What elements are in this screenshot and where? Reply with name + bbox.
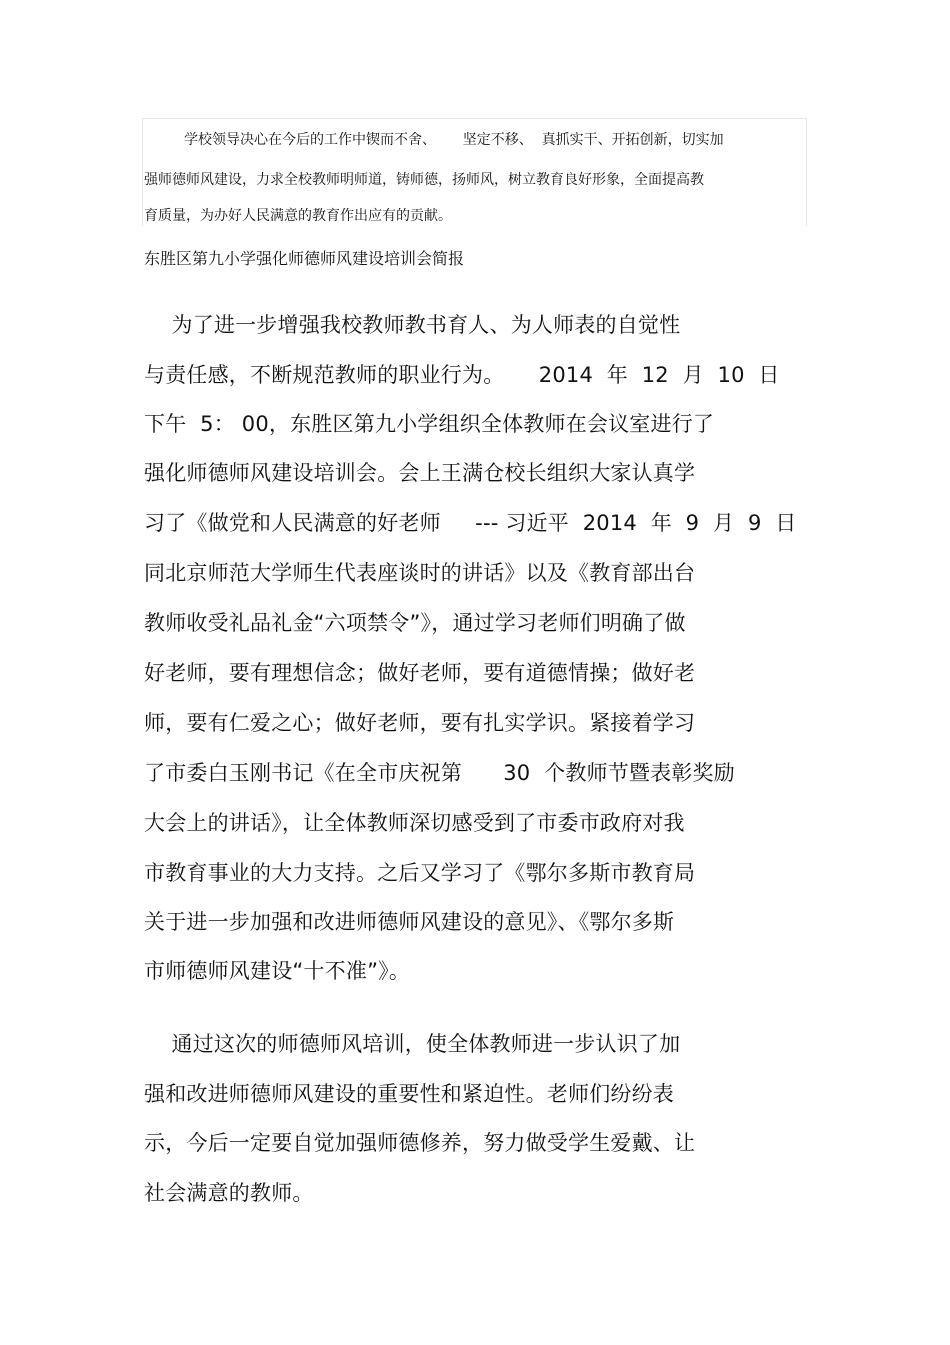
paragraph-1-line-12: 市教育事业的大力支持。之后又学习了《鄂尔多斯市教育局	[144, 861, 696, 885]
paragraph-2-line-2: 强和改进师德师风建设的重要性和紧迫性。老师们纷纷表	[144, 1082, 674, 1106]
paragraph-1-line-10: 了市委白玉刚书记《在全市庆祝第 30 个教师节暨表彰奖励	[144, 761, 735, 785]
intro-line-1: 学校领导决心在今后的工作中锲而不舍、 坚定不移、 真抓实干、开拓创新，切实加	[144, 132, 724, 148]
paragraph-1-line-13: 关于进一步加强和改进师德师风建设的意见》、《鄂尔多斯	[144, 910, 675, 934]
paragraph-1-line-11: 大会上的讲话》，让全体教师深切感受到了市委市政府对我	[144, 811, 685, 835]
paragraph-1-line-5: 习了《做党和人民满意的好老师 --- 习近平 2014 年 9 月 9 日	[144, 511, 797, 535]
paragraph-2-line-1: 通过这次的师德师风培训，使全体教师进一步认识了加	[144, 1032, 681, 1056]
paragraph-1-line-6: 同北京师范大学师生代表座谈时的讲话》以及《教育部出台	[144, 561, 696, 585]
paragraph-2-line-3: 示，今后一定要自觉加强师德修养，努力做受学生爱戴、让	[144, 1131, 696, 1155]
intro-line-2: 强师德师风建设，力求全校教师明师道，铸师德，扬师风，树立教育良好形象，全面提高教	[144, 172, 704, 188]
document-title: 东胜区第九小学强化师德师风建设培训会简报	[144, 249, 465, 268]
paragraph-2-line-4: 社会满意的教师。	[144, 1181, 314, 1205]
paragraph-1-line-4: 强化师德师风建设培训会。会上王满仓校长组织大家认真学	[144, 461, 696, 485]
paragraph-1-line-14: 市师德师风建设“十不准”》。	[144, 959, 411, 983]
paragraph-1-line-3: 下午 5： 00，东胜区第九小学组织全体教师在会议室进行了	[144, 412, 715, 436]
intro-line-3: 育质量，为办好人民满意的教育作出应有的贡献。	[144, 208, 452, 224]
paragraph-1-line-1: 为了进一步增强我校教师教书育人、为人师表的自觉性	[144, 313, 681, 337]
paragraph-1-line-2: 与责任感，不断规范教师的职业行为。 2014 年 12 月 10 日	[144, 363, 780, 387]
paragraph-1-line-7: 教师收受礼品礼金“六项禁令”》，通过学习老师们明确了做	[144, 611, 686, 635]
paragraph-1-line-8: 好老师，要有理想信念；做好老师，要有道德情操；做好老	[144, 661, 696, 685]
paragraph-1-line-9: 师，要有仁爱之心；做好老师，要有扎实学识。紧接着学习	[144, 711, 696, 735]
